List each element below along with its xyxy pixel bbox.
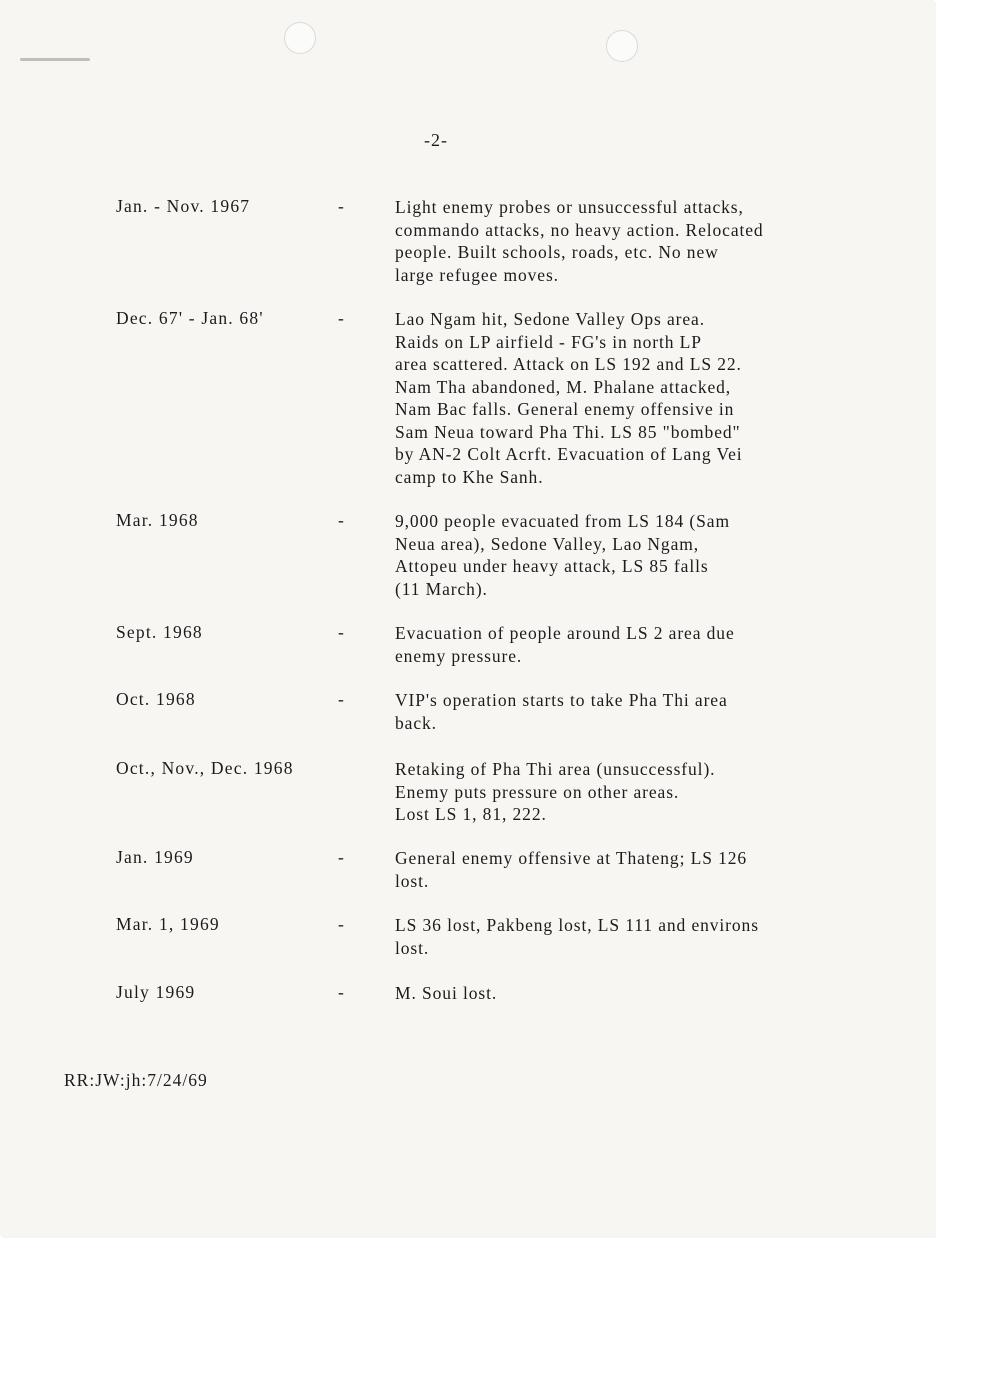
entry-date: Oct. 1968 bbox=[116, 689, 196, 709]
entry-date: Dec. 67' - Jan. 68' bbox=[116, 308, 264, 328]
entry-description: M. Soui lost. bbox=[395, 983, 498, 1003]
punch-hole-right bbox=[606, 30, 638, 62]
reference-initials: RR:JW:jh:7/24/69 bbox=[64, 1070, 208, 1090]
entry-date: Mar. 1, 1969 bbox=[116, 914, 220, 934]
entry-separator: - bbox=[338, 982, 344, 1002]
entry-separator: - bbox=[338, 510, 344, 530]
entry-date: Jan. - Nov. 1967 bbox=[116, 196, 251, 216]
entry-description: Evacuation of people around LS 2 area due enemy pressure. bbox=[395, 623, 735, 666]
page-number: -2- bbox=[424, 130, 448, 150]
entry-description: Light enemy probes or unsuccessful attacks, commando attacks, no heavy action. Relocated people. Built schools, roads, etc. No new large refugee moves. bbox=[395, 197, 764, 285]
entry-date: Oct., Nov., Dec. 1968 bbox=[116, 758, 294, 778]
entry-description: Lao Ngam hit, Sedone Valley Ops area. Raids on LP airfield - FG's in north LP area scattered. Attack on LS 192 and LS 22. Nam Tha abandoned, M. Phalane attacked, Nam Bac falls. General enemy offensive in Sam Neua toward Pha Thi. LS 85 "bombed" by AN-2 Colt Acrft. Evacuation of Lang Vei camp to Khe Sanh. bbox=[395, 309, 743, 487]
entry-separator: - bbox=[338, 914, 344, 934]
entry-description: General enemy offensive at Thateng; LS 126 lost. bbox=[395, 848, 748, 891]
entry-separator: - bbox=[338, 847, 344, 867]
entry-separator: - bbox=[338, 689, 344, 709]
entry-date: July 1969 bbox=[116, 982, 196, 1002]
entry-description: VIP's operation starts to take Pha Thi area back. bbox=[395, 690, 728, 733]
entry-description: LS 36 lost, Pakbeng lost, LS 111 and environs lost. bbox=[395, 915, 759, 958]
entry-date: Sept. 1968 bbox=[116, 622, 203, 642]
ink-smudge bbox=[20, 58, 90, 61]
entry-date: Mar. 1968 bbox=[116, 510, 199, 530]
entry-description: Retaking of Pha Thi area (unsuccessful). Enemy puts pressure on other areas. Lost LS 1, 81, 222. bbox=[395, 759, 716, 824]
punch-hole-left bbox=[284, 22, 316, 54]
entry-separator: - bbox=[338, 622, 344, 642]
entry-date: Jan. 1969 bbox=[116, 847, 194, 867]
entry-description: 9,000 people evacuated from LS 184 (Sam Neua area), Sedone Valley, Lao Ngam, Attopeu under heavy attack, LS 85 falls (11 March). bbox=[395, 511, 730, 599]
entry-separator: - bbox=[338, 308, 344, 328]
entry-separator: - bbox=[338, 196, 344, 216]
